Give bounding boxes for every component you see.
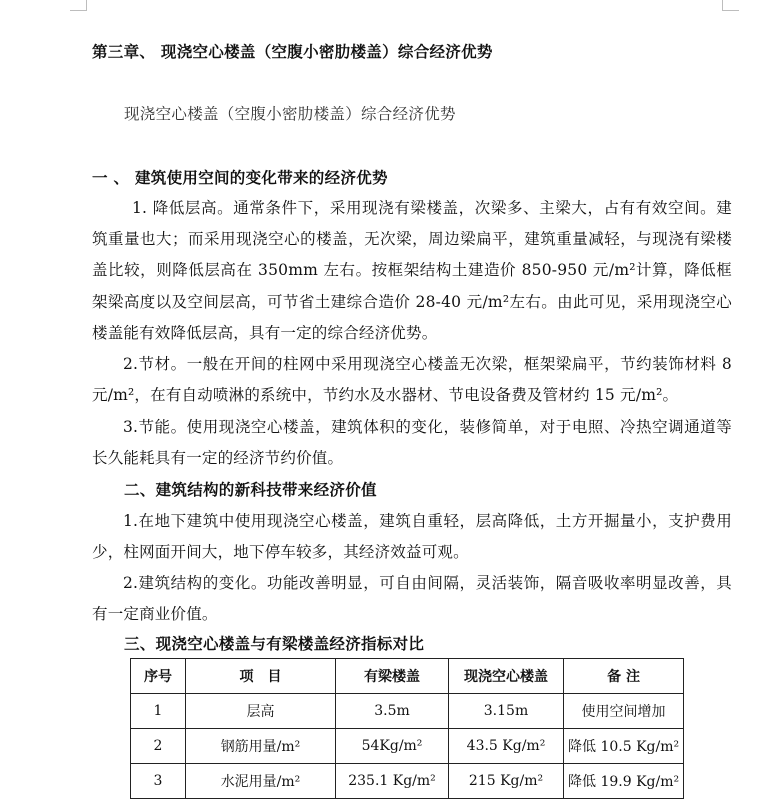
paragraph-lower-floor-height: 1. 降低层高。通常条件下，采用现浇有梁楼盖，次梁多、主梁大，占有有效空间。建筑重量也大；而采用现浇空心的楼盖，无次梁，周边梁扁平，建筑重量减轻，与现浇有梁楼盖比较，则降低层高在 350mm 左右。按框架结构土建造价 850-950 元/m²计算，降低框架梁高度以及空间层高，可节省土建综合造价 28-40 元/m²左右。由此可见，采用现浇空心楼盖能有效降低层高，具有一定的综合经济优势。 xyxy=(92,199,732,342)
table-header-cell: 项 目 xyxy=(186,659,336,694)
comparison-table xyxy=(130,658,684,799)
table-cell: 2 xyxy=(131,729,186,764)
table-cell: 3.5m xyxy=(336,694,449,729)
table-cell: 3 xyxy=(131,764,186,799)
section-heading-2: 二、建筑结构的新科技带来经济价值 xyxy=(124,480,377,499)
page-corner-mark-left xyxy=(70,0,87,11)
table-header-cell: 备 注 xyxy=(564,659,684,694)
table-cell: 43.5 Kg/m² xyxy=(449,729,564,764)
paragraph-structure-change: 2.建筑结构的变化。功能改善明显，可自由间隔，灵活装饰，隔音吸收率明显改善，具有一定商业价值。 xyxy=(92,574,732,624)
table-cell: 降低 19.9 Kg/m² xyxy=(564,764,684,799)
table-cell: 1 xyxy=(131,694,186,729)
table-row xyxy=(131,729,684,764)
table-cell: 3.15m xyxy=(449,694,564,729)
paragraph-underground: 1.在地下建筑中使用现浇空心楼盖，建筑自重轻，层高降低，土方开掘量小，支护费用少，柱网面开间大，地下停车较多，其经济效益可观。 xyxy=(92,512,732,562)
paragraph-energy-saving: 3.节能。使用现浇空心楼盖，建筑体积的变化，装修简单，对于电照、冷热空调通道等长久能耗具有一定的经济节约价值。 xyxy=(92,418,732,468)
table-cell: 215 Kg/m² xyxy=(449,764,564,799)
table-cell: 235.1 Kg/m² xyxy=(336,764,449,799)
section-heading-3: 三、现浇空心楼盖与有梁楼盖经济指标对比 xyxy=(124,634,425,653)
table-cell: 层高 xyxy=(186,694,336,729)
page-corner-mark-right xyxy=(722,0,739,11)
table-row xyxy=(131,764,684,799)
table-cell: 使用空间增加 xyxy=(564,694,684,729)
table-row xyxy=(131,694,684,729)
subtitle: 现浇空心楼盖（空腹小密肋楼盖）综合经济优势 xyxy=(124,105,456,123)
table-cell: 54Kg/m² xyxy=(336,729,449,764)
section-heading-1: 一 、 建筑使用空间的变化带来的经济优势 xyxy=(92,168,388,187)
table-header-cell: 序号 xyxy=(131,659,186,694)
chapter-title: 第三章、 现浇空心楼盖（空腹小密肋楼盖）综合经济优势 xyxy=(92,42,493,61)
table-header-cell: 有梁楼盖 xyxy=(336,659,449,694)
table-cell: 水泥用量/m² xyxy=(186,764,336,799)
paragraph-material-saving: 2.节材。一般在开间的柱网中采用现浇空心楼盖无次梁，框架梁扁平，节约装饰材料 8 元/m²，在有自动喷淋的系统中，节约水及水器材、节电设备费及管材约 15 元/m²。 xyxy=(92,355,732,405)
table-header-row xyxy=(131,659,684,694)
table-header-cell: 现浇空心楼盖 xyxy=(449,659,564,694)
table-cell: 降低 10.5 Kg/m² xyxy=(564,729,684,764)
table-cell: 钢筋用量/m² xyxy=(186,729,336,764)
